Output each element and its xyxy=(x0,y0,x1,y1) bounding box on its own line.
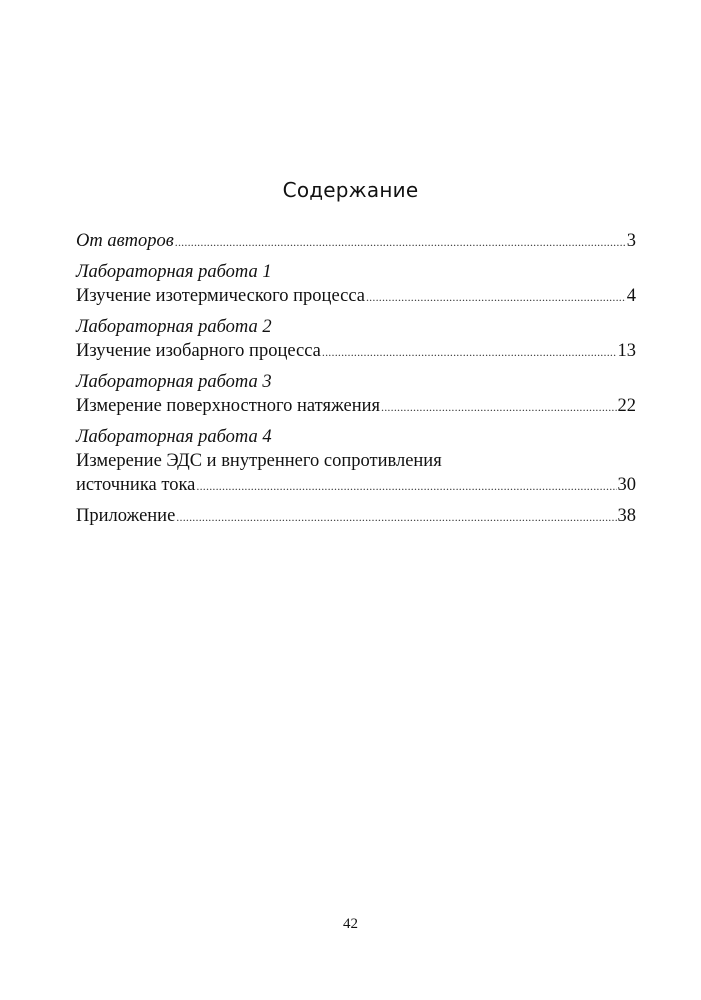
toc-row xyxy=(76,473,636,497)
toc-entry-foreword xyxy=(76,229,636,253)
toc-entry-label[interactable]: Измерение поверхностного натяжения xyxy=(76,396,381,416)
toc-page-number: 4 xyxy=(626,286,636,306)
dot-leader xyxy=(176,505,616,529)
toc-entry-label[interactable]: От авторов xyxy=(76,231,174,251)
toc-page-number: 13 xyxy=(617,341,636,361)
toc-entry-line[interactable]: Измерение ЭДС и внутреннего сопротивления xyxy=(76,451,442,471)
toc-entry-lab-3 xyxy=(76,370,636,418)
toc-entry-heading: Лабораторная работа 4 xyxy=(76,427,272,447)
toc-entry-heading: Лабораторная работа 1 xyxy=(76,262,272,282)
toc-page-number: 38 xyxy=(617,506,636,526)
dot-leader xyxy=(175,230,626,254)
dot-leader xyxy=(366,285,626,309)
page-title: Содержание xyxy=(282,178,419,202)
toc-row xyxy=(76,229,636,253)
toc-entry-heading: Лабораторная работа 2 xyxy=(76,317,272,337)
toc-row xyxy=(76,284,636,308)
toc-entry-lab-1 xyxy=(76,260,636,308)
toc-entry-label[interactable]: Приложение xyxy=(76,506,176,526)
toc-entry-label[interactable]: источника тока xyxy=(76,475,196,495)
toc-row xyxy=(76,504,636,528)
toc-entry-lab-4 xyxy=(76,425,636,497)
toc-page-number: 3 xyxy=(626,231,636,251)
table-of-contents xyxy=(76,229,636,535)
dot-leader xyxy=(322,340,617,364)
toc-page-number: 22 xyxy=(617,396,636,416)
toc-entry-label[interactable]: Изучение изобарного процесса xyxy=(76,341,321,361)
toc-row xyxy=(76,394,636,418)
toc-row xyxy=(76,339,636,363)
toc-entry-lab-2 xyxy=(76,315,636,363)
dot-leader xyxy=(381,395,616,419)
toc-entry-label[interactable]: Изучение изотермического процесса xyxy=(76,286,365,306)
dot-leader xyxy=(196,474,616,498)
toc-entry-heading: Лабораторная работа 3 xyxy=(76,372,272,392)
toc-page-number: 30 xyxy=(617,475,636,495)
page-number: 42 xyxy=(343,916,358,932)
toc-entry-appendix xyxy=(76,504,636,528)
